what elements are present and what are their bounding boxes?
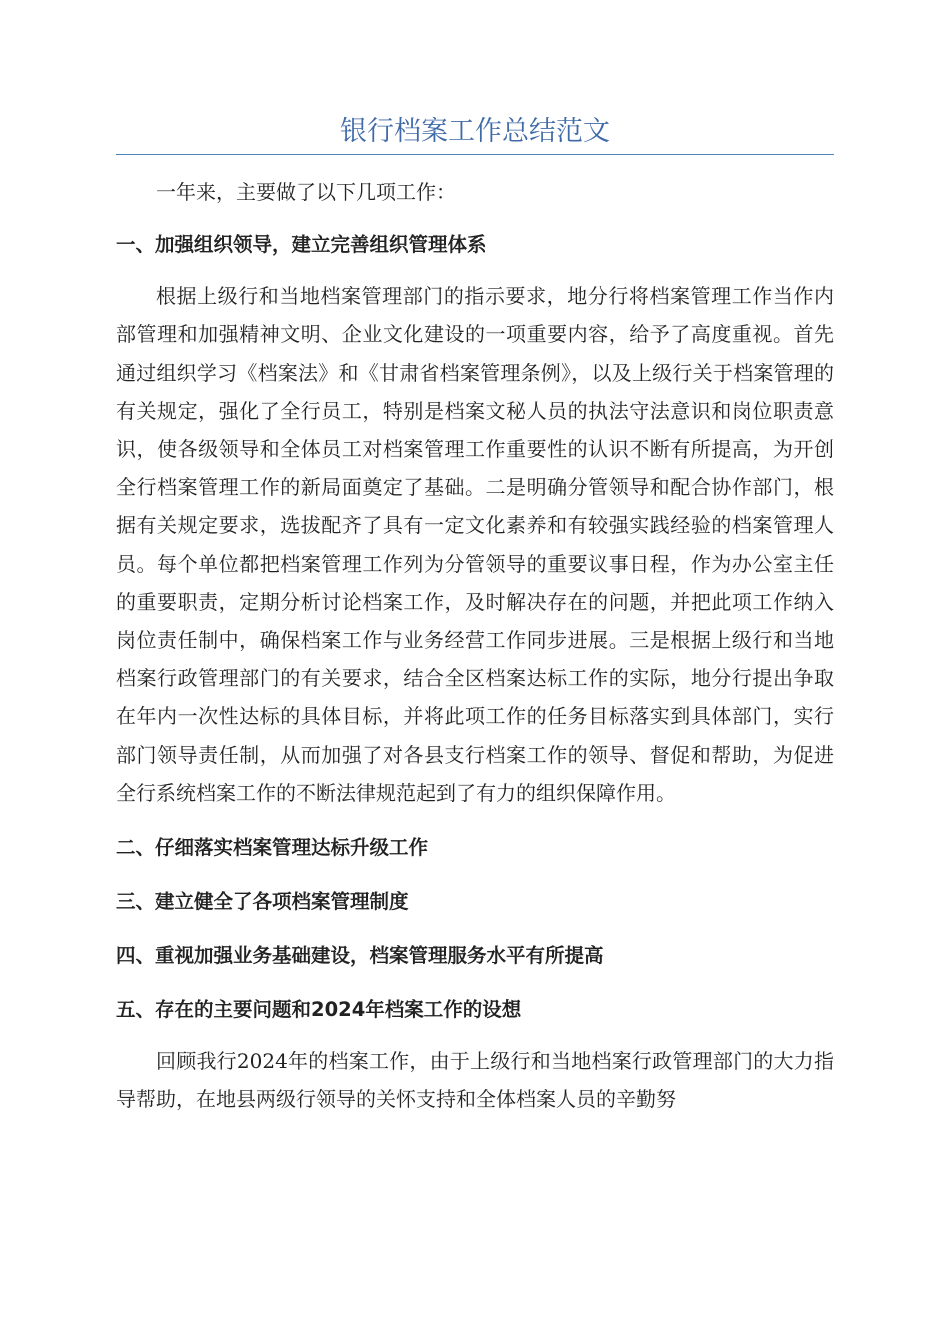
document-page <box>116 110 834 1118</box>
section-heading-1: 一、加强组织领导，建立完善组织管理体系 <box>116 233 487 257</box>
document-title: 银行档案工作总结范文 <box>340 116 610 147</box>
section-paragraph-1: 根据上级行和当地档案管理部门的指示要求，地分行将档案管理工作当作内部管理和加强精神文明、企业文化建设的一项重要内容，给予了高度重视。首先通过组织学习《档案法》和《甘肃省档案管理条例》，以及上级行关于档案管理的有关规定，强化了全行员工，特别是档案文秘人员的执法守法意识和岗位职责意识，使各级领导和全体员工对档案管理工作重要性的认识不断有所提高，为开创全行档案管理工作的新局面奠定了基础。二是明确分管领导和配合协作部门，根据有关规定要求，选拔配齐了具有一定文化素养和有较强实践经验的档案管理人员。每个单位都把档案管理工作列为分管领导的重要议事日程，作为办公室主任的重要职责，定期分析讨论档案工作，及时解决存在的问题，并把此项工作纳入岗位责任制中，确保档案工作与业务经营工作同步进展。三是根据上级行和当地档案行政管理部门的有关要求，结合全区档案达标工作的实际，地分行提出争取在年内一次性达标的具体目标，并将此项工作的任务目标落实到具体部门，实行部门领导责任制，从而加强了对各县支行档案工作的领导、督促和帮助，为促进全行系统档案工作的不断法律规范起到了有力的组织保障作用。 <box>116 284 834 805</box>
section-heading-3: 三、建立健全了各项档案管理制度 <box>116 890 409 914</box>
intro-paragraph: 一年来，主要做了以下几项工作： <box>156 180 456 204</box>
section-heading-5: 五、存在的主要问题和2024年档案工作的设想 <box>116 998 522 1022</box>
title-underline <box>116 154 834 155</box>
section-paragraph-5: 回顾我行2024年的档案工作，由于上级行和当地档案行政管理部门的大力指导帮助，在地县两级行领导的关怀支持和全体档案人员的辛勤努 <box>116 1049 834 1112</box>
section-heading-4: 四、重视加强业务基础建设，档案管理服务水平有所提高 <box>116 944 604 968</box>
section-heading-2: 二、仔细落实档案管理达标升级工作 <box>116 836 429 860</box>
